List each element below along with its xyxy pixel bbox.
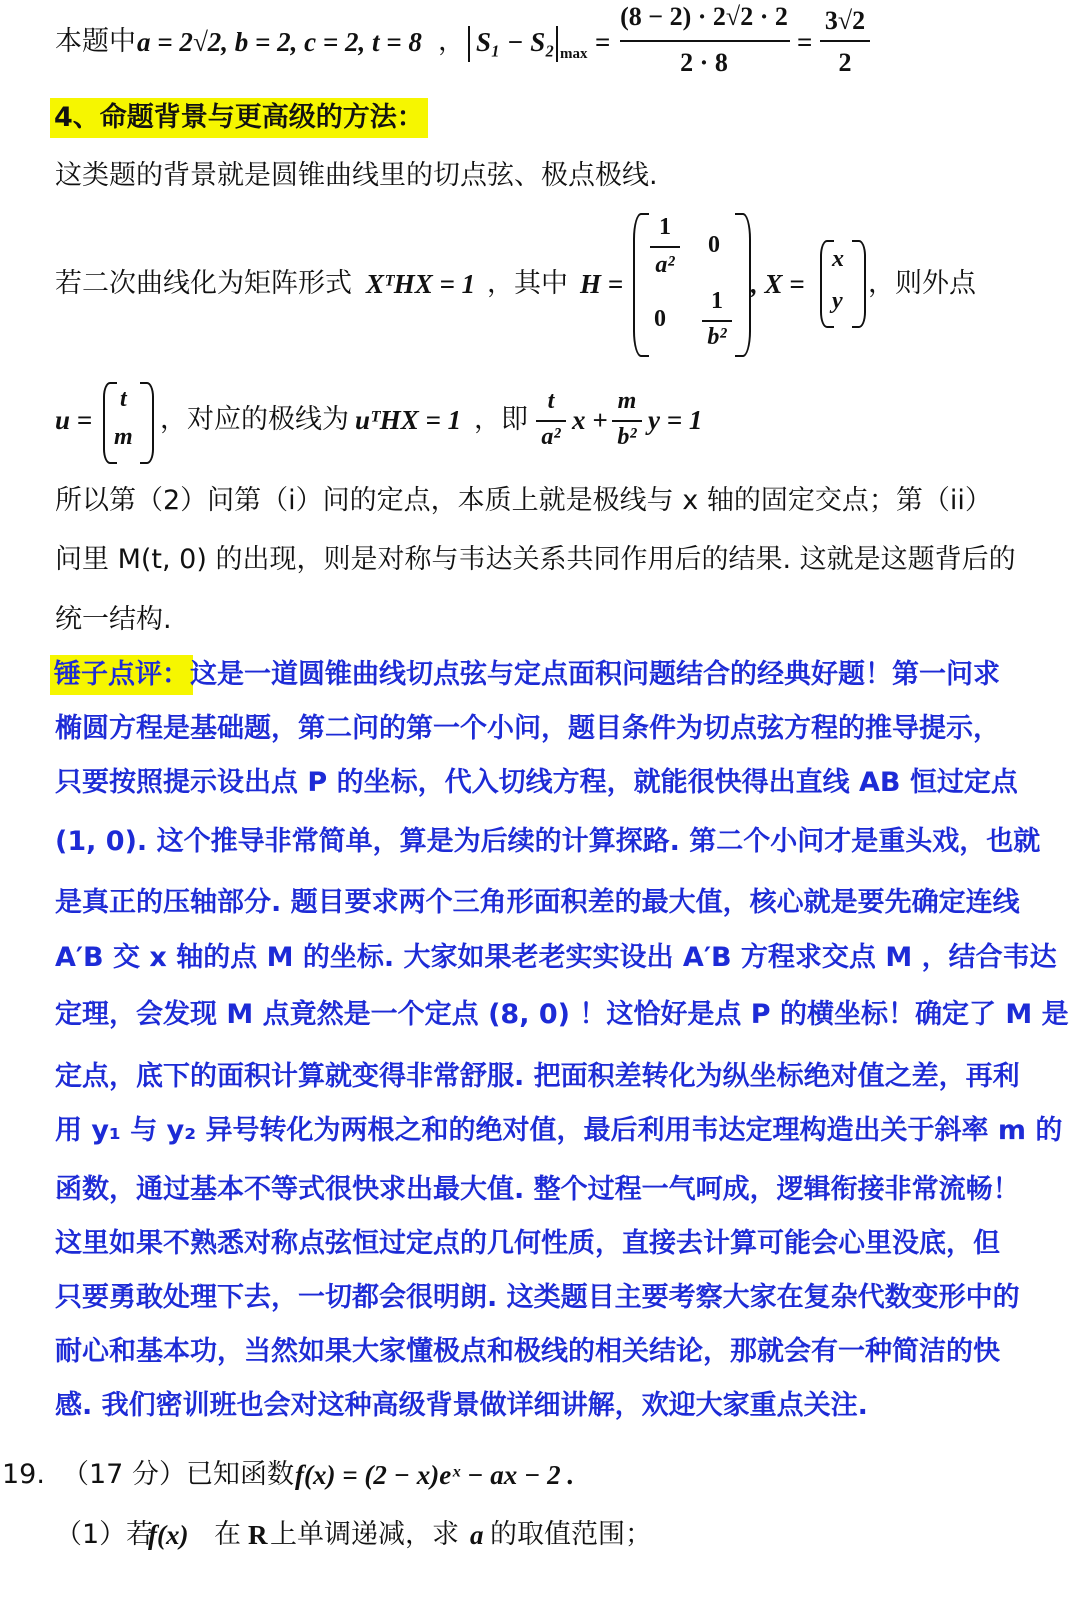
- comment-line-9: 用 y₁ 与 y₂ 异号转化为两根之和的绝对值，最后利用韦达定理构造出关于斜率 m 的: [55, 1115, 1063, 1146]
- u-entry-1: t: [120, 386, 127, 412]
- h22-denominator: b²: [707, 324, 727, 350]
- h22-bar: [702, 320, 732, 322]
- paragraph-line-1: 所以第（2）问第（i）问的定点，本质上就是极线与 x 轴的固定交点；第（ii）: [55, 485, 992, 516]
- part-1-prefix: （1）若: [55, 1519, 154, 1550]
- x-plus: x +: [572, 405, 608, 435]
- polar-mid-2: ，即: [474, 404, 528, 435]
- h11-numerator: 1: [659, 214, 671, 240]
- comment-line-4: (1, 0). 这个推导非常简单，算是为后续的计算探路. 第二个小问才是重头戏，也就: [55, 826, 1041, 857]
- comment-line-3: 只要按照提示设出点 P 的坐标，代入切线方程，就能很快得出直线 AB 恒过定点: [55, 767, 1018, 798]
- y-equals-one: y = 1: [648, 405, 703, 435]
- part-1-suffix: 的取值范围；: [490, 1519, 652, 1550]
- fraction-numerator: (8 − 2) · 2√2 · 2: [620, 2, 788, 31]
- h21: 0: [654, 306, 666, 332]
- h11-denominator: a²: [655, 252, 675, 278]
- question-19-score: （17 分）已知函数: [62, 1459, 294, 1490]
- comment-label: 锤子点评：: [50, 655, 193, 695]
- abs-expression: S₁ − S₂: [476, 27, 555, 57]
- comment-line-2: 椭圆方程是基础题，第二问的第一个小问，题目条件为切点弦方程的推导提示，: [55, 713, 1000, 744]
- u-right-paren: [140, 382, 154, 464]
- comment-line-10: 函数，通过基本不等式很快求出最大值. 整个过程一气呵成，逻辑衔接非常流畅！: [55, 1174, 1020, 1205]
- equals-2: =: [797, 27, 813, 57]
- comment-line-1: 这是一道圆锥曲线切点弦与定点面积问题结合的经典好题！第一问求: [190, 659, 1000, 690]
- equals-1: =: [595, 27, 611, 57]
- h12: 0: [708, 232, 720, 258]
- h11-bar: [650, 246, 680, 248]
- x-label: , X =: [751, 269, 805, 299]
- part-1-a: a: [470, 1520, 484, 1550]
- part-1-text: 上单调递减，求: [270, 1519, 459, 1550]
- background-text: 这类题的背景就是圆锥曲线里的切点弦、极点极线.: [55, 160, 658, 191]
- result-denominator: 2: [838, 48, 852, 77]
- comment-line-14: 感. 我们密训班也会对这种高级背景做详细讲解，欢迎大家重点关注.: [55, 1390, 868, 1421]
- x-entry-2: y: [832, 288, 843, 314]
- comment-line-7: 定理，会发现 M 点竟然是一个定点 (8, 0) ！这恰好是点 P 的横坐标！确定了 M 是: [55, 999, 1069, 1030]
- line-1-sep: ，: [438, 26, 465, 57]
- part-1-R: R: [248, 1520, 268, 1550]
- section-4-heading: 4、命题背景与更高级的方法：: [50, 98, 428, 138]
- f1-denominator: a²: [541, 424, 561, 450]
- f1-numerator: t: [547, 388, 555, 414]
- question-19-formula: f(x) = (2 − x)eˣ − ax − 2 .: [295, 1460, 575, 1490]
- abs-subscript: max: [560, 46, 588, 62]
- comment-line-8: 定点，底下的面积计算就变得非常舒服. 把面积差转化为纵坐标绝对值之差，再利: [55, 1061, 1020, 1092]
- line-1-params: a = 2√2, b = 2, c = 2, t = 8: [137, 27, 422, 57]
- matrix-formula: XᵀHX = 1: [366, 269, 476, 299]
- matrix-mid: ，其中: [487, 268, 568, 299]
- abs-bar-right: [556, 26, 558, 62]
- x-right-paren: [852, 240, 866, 328]
- paragraph-line-2: 问里 M(t, 0) 的出现，则是对称与韦达关系共同作用后的结果. 这就是这题背后的: [55, 544, 1016, 575]
- h22-numerator: 1: [711, 288, 723, 314]
- question-19-number: 19.: [2, 1459, 45, 1490]
- f2-bar: [612, 420, 642, 422]
- x-entry-1: x: [832, 246, 844, 272]
- paragraph-line-3: 统一结构.: [55, 604, 172, 635]
- f1-bar: [536, 420, 566, 422]
- matrix-suffix: ，则外点: [868, 268, 976, 299]
- matrix-prefix: 若二次曲线化为矩阵形式: [55, 268, 352, 299]
- u-label: u =: [55, 405, 93, 435]
- result-numerator: 3√2: [824, 6, 866, 35]
- comment-line-11: 这里如果不熟悉对称点弦恒过定点的几何性质，直接去计算可能会心里没底，但: [55, 1228, 1000, 1259]
- h-left-paren: [633, 213, 649, 357]
- comment-line-13: 耐心和基本功，当然如果大家懂极点和极线的相关结论，那就会有一种简洁的快: [55, 1336, 1000, 1367]
- u-left-paren: [103, 382, 117, 464]
- part-1-mid: 在: [214, 1519, 241, 1550]
- comment-line-5: 是真正的压轴部分. 题目要求两个三角形面积差的最大值，核心就是要先确定连线: [55, 887, 1020, 918]
- result-bar: [820, 40, 870, 42]
- comment-line-12: 只要勇敢处理下去，一切都会很明朗. 这类题目主要考察大家在复杂代数变形中的: [55, 1282, 1020, 1313]
- polar-mid: ，对应的极线为: [160, 404, 349, 435]
- fraction-denominator: 2 · 8: [680, 48, 728, 77]
- line-1-prefix: 本题中: [55, 26, 136, 57]
- abs-bar-left: [468, 26, 470, 62]
- f2-numerator: m: [617, 388, 637, 414]
- part-1-function: f(x): [148, 1520, 189, 1550]
- h-right-paren: [735, 213, 751, 357]
- f2-denominator: b²: [617, 424, 637, 450]
- u-entry-2: m: [114, 424, 133, 450]
- h-label: H =: [580, 269, 624, 299]
- fraction-bar: [620, 40, 790, 42]
- polar-formula: uᵀHX = 1: [355, 405, 462, 435]
- comment-line-6: A′B 交 x 轴的点 M 的坐标. 大家如果老老实实设出 A′B 方程求交点 M ，结合韦达: [55, 942, 1057, 973]
